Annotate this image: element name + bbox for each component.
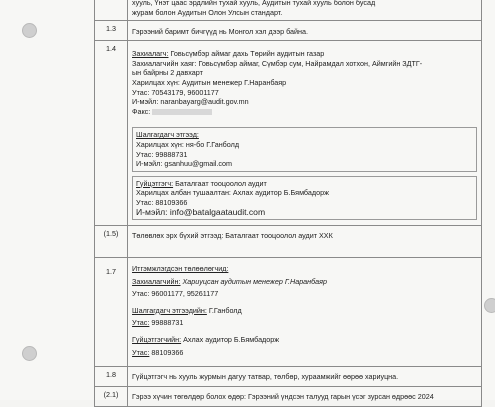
rep-executor-label: Гүйцэтгэгчийн: <box>132 335 182 345</box>
table-row <box>95 258 482 367</box>
table-row <box>95 21 482 41</box>
executor-email-label: И-мэйл: <box>136 206 170 217</box>
row-text: хууль, Үнэт цаас эрдлийн тухай хууль, Аудитын тухай хууль болон бусад <box>132 0 376 7</box>
client-address-cont: ын байрны 2 давхарт <box>132 68 203 78</box>
executor-value: Баталгаат тооцоолол аудит <box>175 178 267 188</box>
row-text: Төлөвлөх эрх бүхий этгээд: Баталгаат тооцоолол аудит ХХК <box>132 231 333 241</box>
client-block <box>132 49 477 116</box>
contract-table <box>94 0 482 407</box>
client-address: Захиалагчийн хаяг: Говьсүмбэр аймаг, Сүмбэр сум, Найрамдал хотхон, Аймгийн ЗДТГ- <box>132 58 423 68</box>
executor-email: info@batalgaataudit.com <box>169 206 266 217</box>
executor-block <box>132 176 477 220</box>
rep-executor-phone-label: Утас: <box>132 347 150 357</box>
rep-inspected-phone-label: Утас: <box>132 318 150 328</box>
table-row <box>95 0 482 21</box>
rep-executor-phone: 88109366 <box>151 347 184 357</box>
client-fax: Факс: <box>132 106 151 116</box>
rep-client-label: Захиалагчийн: <box>132 276 181 286</box>
table-row <box>95 387 482 407</box>
client-phone: Утас: 70543179, 96001177 <box>132 87 219 97</box>
inspected-label: Шалгагдагч этгээд: <box>136 130 199 140</box>
rep-client-phone-label: Утас: <box>132 289 150 299</box>
row-number: 1.8 <box>95 367 128 387</box>
row-text: Гэрээний баримт бичгүүд нь Монгол хэл дээр байна. <box>132 27 309 37</box>
executor-contact: Харилцах албан тушаалтан: Ахлах аудитор Б.Бямбадорж <box>136 188 329 198</box>
executor-label: Гүйцэтгэгч: <box>136 178 174 188</box>
rep-inspected-label: Шалгагдагч этгээдийн: <box>132 305 207 315</box>
row-number: 1.4 <box>95 41 128 226</box>
row-number: (2.1) <box>95 387 128 407</box>
client-contact: Харилцах хүн: Аудитын менежер Г.Наранбаяр <box>132 77 287 87</box>
row-text: журам болон Аудитын Олон Улсын стандарт. <box>132 7 283 17</box>
rep-executor-value: Ахлах аудитор Б.Бямбадорж <box>183 335 280 345</box>
row-number: (1.5) <box>95 226 128 258</box>
redaction-mark <box>152 109 212 115</box>
inspected-email: И-мэйл: gsanhuu@gmail.com <box>136 159 232 169</box>
punch-hole <box>22 23 37 38</box>
inspected-block <box>132 127 477 171</box>
table-row <box>95 367 482 387</box>
row-number: 1.7 <box>95 258 128 367</box>
inspected-phone: Утас: 99888731 <box>136 149 188 159</box>
row-text: Гүйцэтгэгч нь хууль журмын дагуу татвар, төлбөр, хураамжийг өөрөө хариуцна. <box>132 372 399 382</box>
client-value: Говьсүмбэр аймаг дахь Төрийн аудитын газар <box>170 49 325 59</box>
executor-phone: Утас: 88109366 <box>136 197 188 207</box>
inspected-contact: Харилцах хүн: ня-бо Г.Ганболд <box>136 139 240 149</box>
rep-inspected-phone: 99888731 <box>151 318 184 328</box>
punch-hole <box>22 346 37 361</box>
punch-hole <box>484 298 495 313</box>
row-text: Гэрээ хүчин төгөлдөр болох өдөр: Гэрээний үндсэн талууд гарын үсэг зурсан өдрөөс 2024 <box>132 392 434 402</box>
representatives-heading: Итгэмжлэгдсэн төлөөлөгчид: <box>132 264 229 274</box>
client-email: И-мэйл: naranbayarg@audit.gov.mn <box>132 97 249 107</box>
row-number: 1.3 <box>95 21 128 41</box>
rep-client-phone: 96001177, 95261177 <box>151 289 219 299</box>
rep-inspected-value: Г.Ганболд <box>208 305 242 315</box>
table-row <box>95 226 482 258</box>
rep-client-value: Хариуцсан аудитын менежер Г.Наранбаяр <box>182 276 328 286</box>
table-row <box>95 41 482 226</box>
client-label: Захиалагч: <box>132 49 169 59</box>
